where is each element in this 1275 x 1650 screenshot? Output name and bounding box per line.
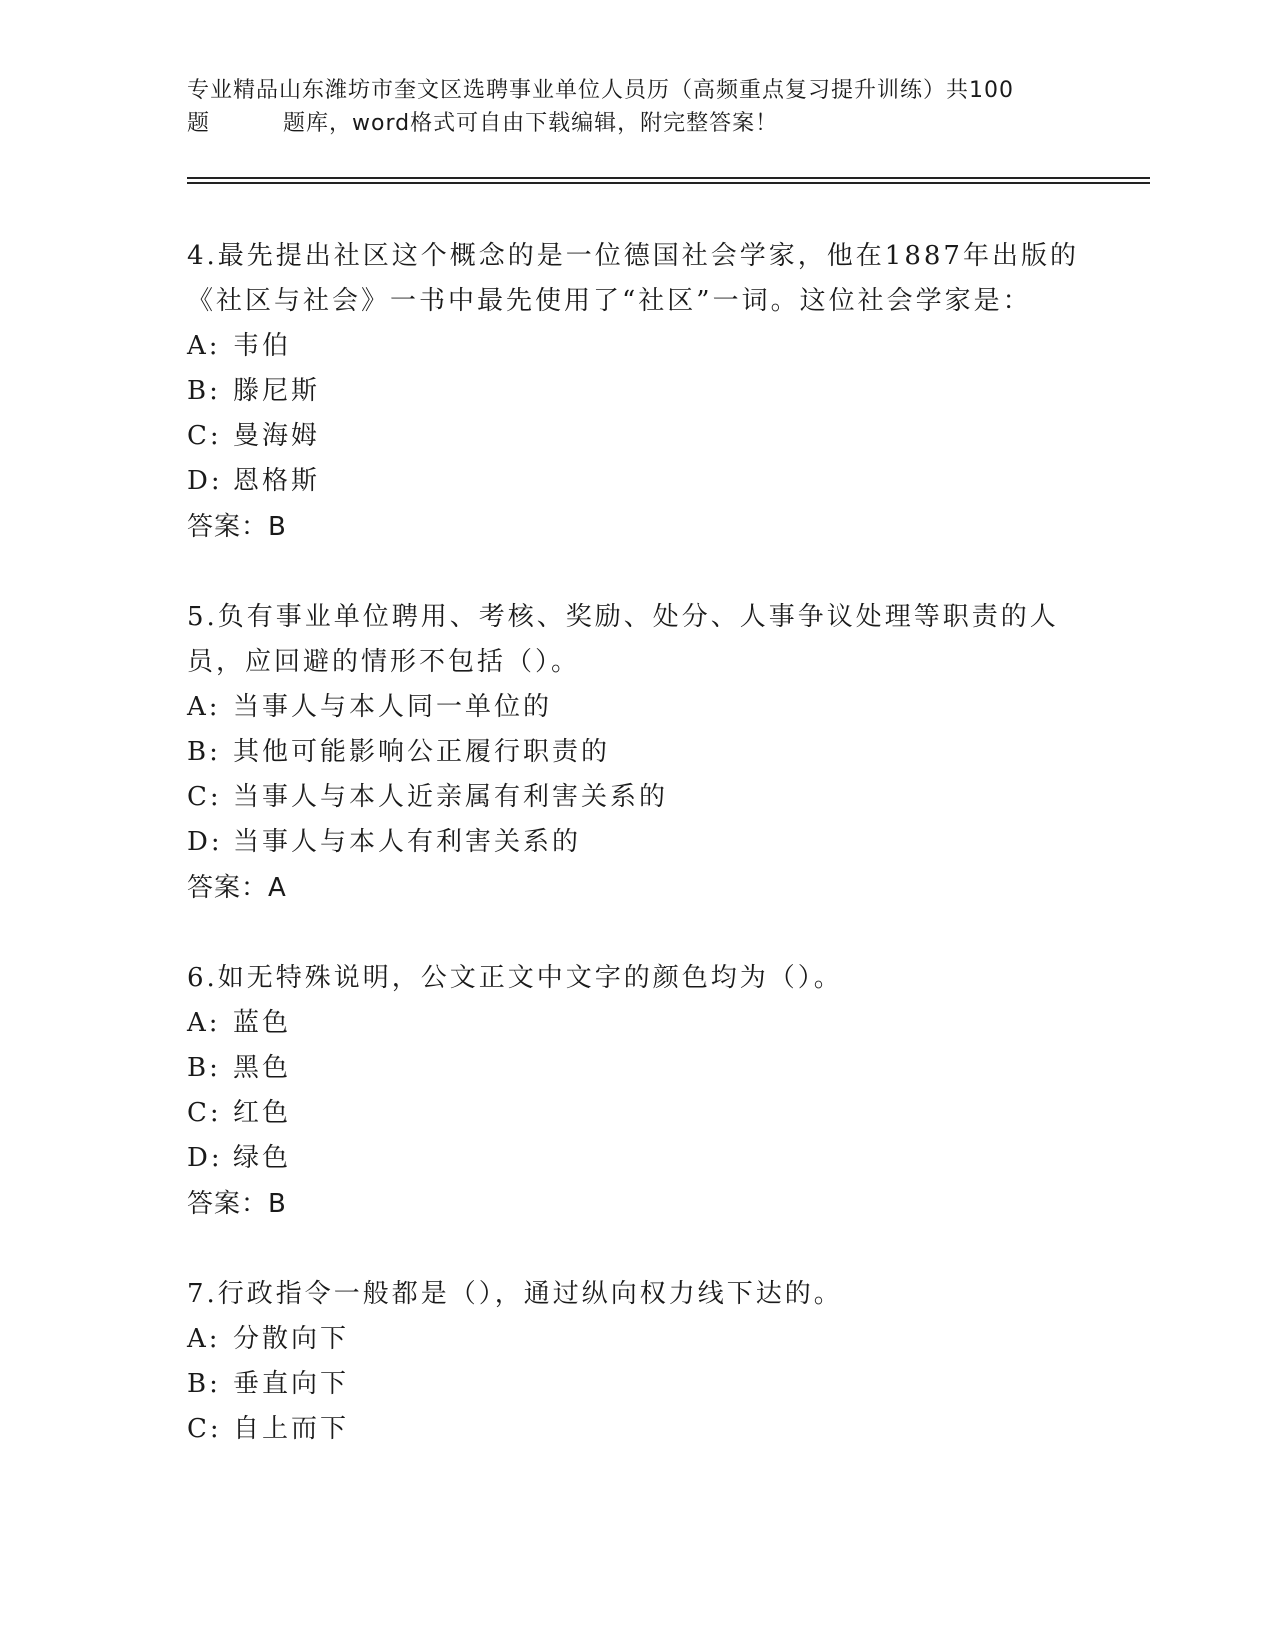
question-stem-line: 《社区与社会》一书中最先使用了“社区”一词。这位社会学家是： xyxy=(187,286,1032,316)
option-text: 当事人与本人同一单位的 xyxy=(233,692,553,722)
question-6 xyxy=(187,956,1087,1227)
option-letter: C: xyxy=(187,1414,222,1444)
option-a xyxy=(187,1001,1087,1046)
option-text: 当事人与本人有利害关系的 xyxy=(233,827,582,857)
option-a xyxy=(187,1317,1087,1362)
header-line-2-left: 题 xyxy=(187,111,211,136)
option-text: 分散向下 xyxy=(233,1324,350,1354)
option-letter: B: xyxy=(187,376,221,406)
option-letter: D: xyxy=(187,466,223,496)
option-letter: C: xyxy=(187,421,222,451)
option-d xyxy=(187,459,1087,504)
question-4 xyxy=(187,234,1087,550)
option-letter: C: xyxy=(187,782,222,812)
header-line-2-right: 题库，word格式可自由下载编辑，附完整答案！ xyxy=(283,111,779,136)
question-7 xyxy=(187,1272,1087,1452)
question-stem-line: 员，应回避的情形不包括（）。 xyxy=(187,647,581,677)
option-c xyxy=(187,1091,1087,1136)
question-list xyxy=(187,234,1087,1497)
question-5 xyxy=(187,595,1087,911)
option-text: 红色 xyxy=(233,1098,292,1128)
header-rule-top xyxy=(187,177,1150,179)
option-d xyxy=(187,820,1087,865)
option-text: 蓝色 xyxy=(233,1008,292,1038)
option-text: 当事人与本人近亲属有利害关系的 xyxy=(233,782,669,812)
option-c xyxy=(187,1407,1087,1452)
option-text: 自上而下 xyxy=(233,1414,350,1444)
header-line-1: 专业精品山东潍坊市奎文区选聘事业单位人员历（高频重点复习提升训练）共100 xyxy=(187,78,1014,103)
question-stem-line: 4.最先提出社区这个概念的是一位德国社会学家，他在1887年出版的 xyxy=(187,241,1079,271)
option-letter: A: xyxy=(187,331,221,361)
option-letter: D: xyxy=(187,827,223,857)
option-letter: B: xyxy=(187,737,221,767)
document-header xyxy=(187,74,1087,140)
option-text: 曼海姆 xyxy=(233,421,321,451)
option-text: 其他可能影响公正履行职责的 xyxy=(233,737,611,767)
option-d xyxy=(187,1136,1087,1181)
option-b xyxy=(187,730,1087,775)
option-letter: B: xyxy=(187,1369,221,1399)
option-b xyxy=(187,1046,1087,1091)
option-text: 滕尼斯 xyxy=(233,376,321,406)
option-text: 韦伯 xyxy=(233,331,292,361)
option-letter: C: xyxy=(187,1098,222,1128)
option-a xyxy=(187,685,1087,730)
question-stem-line: 6.如无特殊说明，公文正文中文字的颜色均为（）。 xyxy=(187,963,843,993)
option-text: 恩格斯 xyxy=(233,466,321,496)
option-letter: A: xyxy=(187,692,221,722)
option-letter: D: xyxy=(187,1143,223,1173)
question-stem-line: 5.负有事业单位聘用、考核、奖励、处分、人事争议处理等职责的人 xyxy=(187,602,1059,632)
header-rule-bottom xyxy=(187,182,1150,184)
answer-line: 答案：B xyxy=(187,1189,287,1219)
option-b xyxy=(187,1362,1087,1407)
option-c xyxy=(187,414,1087,459)
option-b xyxy=(187,369,1087,414)
option-a xyxy=(187,324,1087,369)
answer-line: 答案：A xyxy=(187,873,287,903)
option-text: 绿色 xyxy=(233,1143,292,1173)
option-letter: B: xyxy=(187,1053,221,1083)
option-text: 垂直向下 xyxy=(233,1369,350,1399)
option-text: 黑色 xyxy=(233,1053,292,1083)
option-letter: A: xyxy=(187,1324,221,1354)
option-c xyxy=(187,775,1087,820)
header-line-2 xyxy=(187,107,1087,140)
option-letter: A: xyxy=(187,1008,221,1038)
question-stem-line: 7.行政指令一般都是（），通过纵向权力线下达的。 xyxy=(187,1279,843,1309)
answer-line: 答案：B xyxy=(187,512,287,542)
